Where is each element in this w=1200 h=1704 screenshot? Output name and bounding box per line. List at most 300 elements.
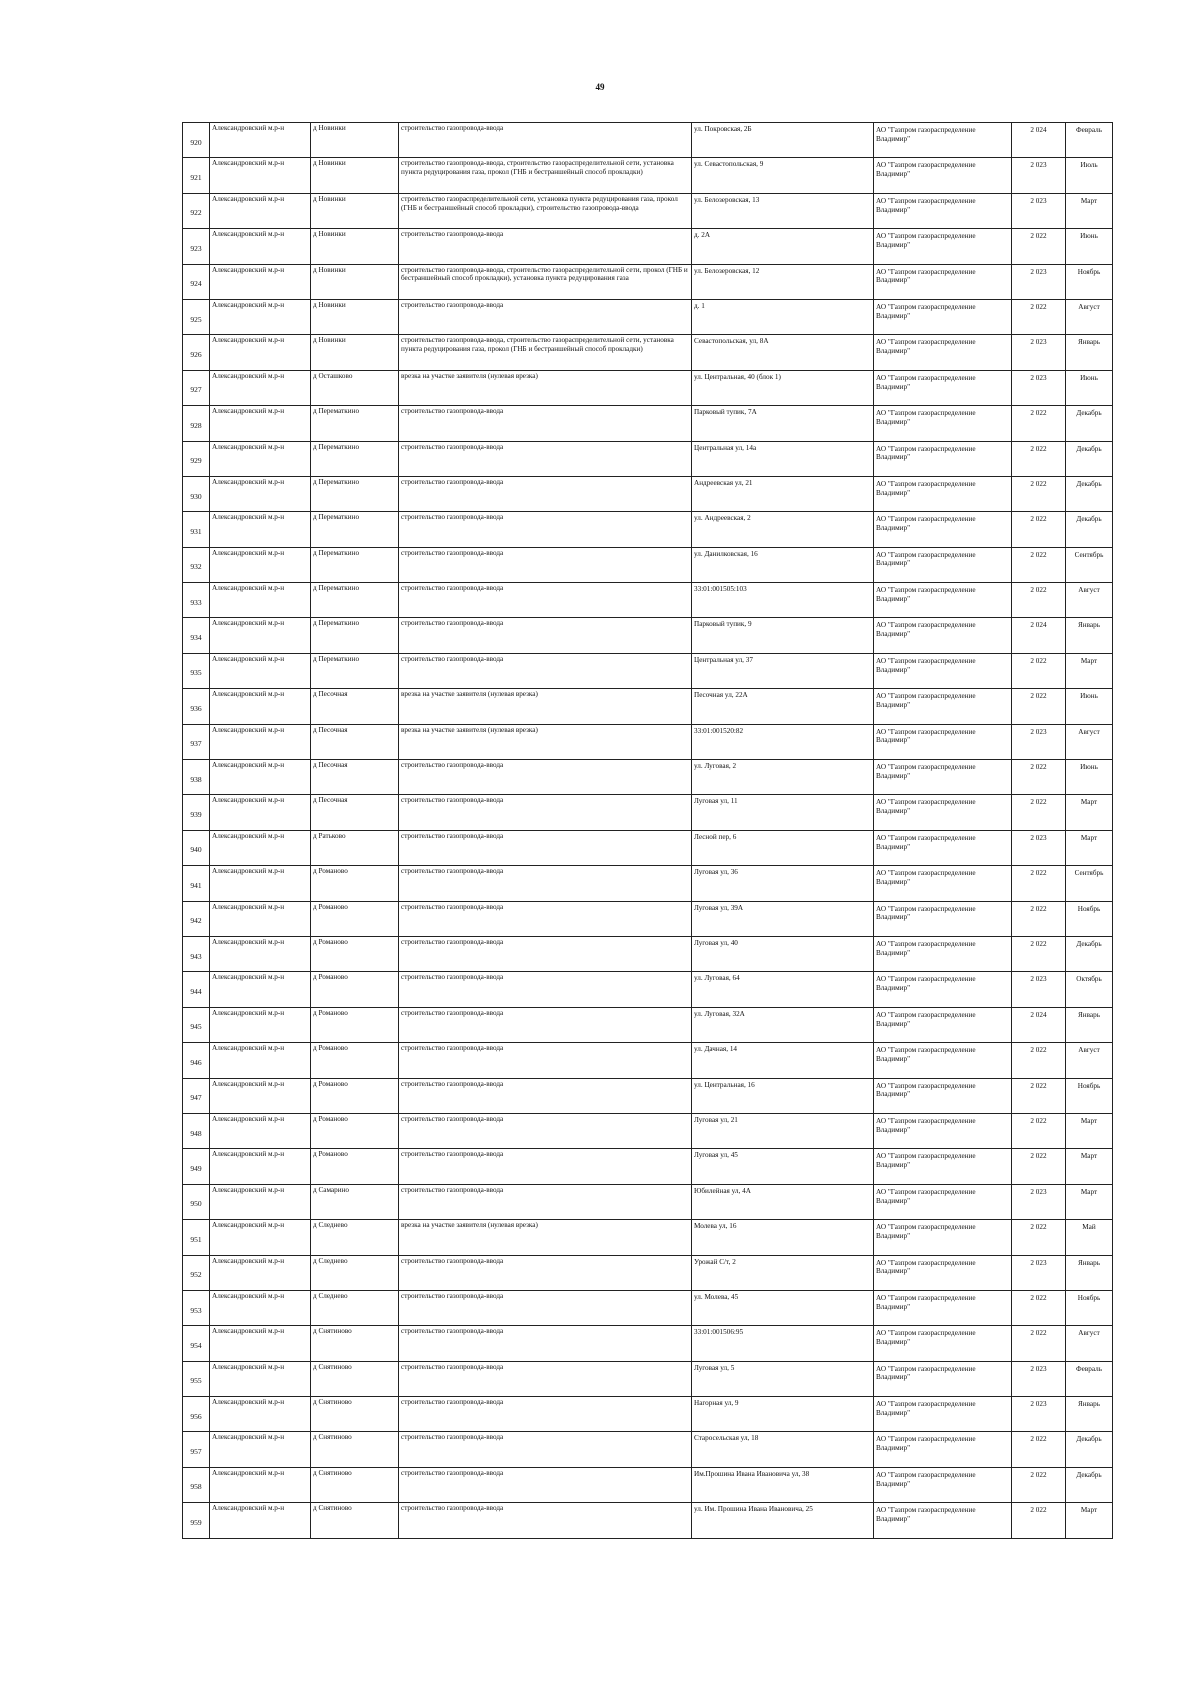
locality-cell: д Следнево: [311, 1220, 399, 1255]
locality-cell: д Перематкино: [311, 441, 399, 476]
locality-cell: д Романово: [311, 1043, 399, 1078]
organization-cell: АО "Газпром газораспределение Владимир": [874, 1503, 1012, 1538]
table-row: [183, 158, 1113, 193]
locality-cell: д Снятиново: [311, 1432, 399, 1467]
year-cell: 2 023: [1012, 370, 1066, 405]
organization-cell: АО "Газпром газораспределение Владимир": [874, 1220, 1012, 1255]
work-type-cell: строительство газопровода-ввода: [399, 1113, 692, 1148]
table-row: [183, 1432, 1113, 1467]
locality-cell: д Самарино: [311, 1184, 399, 1219]
month-cell: Ноябрь: [1066, 1290, 1113, 1325]
month-cell: Июнь: [1066, 370, 1113, 405]
month-cell: Январь: [1066, 618, 1113, 653]
district-cell: Александровский м.р-н: [210, 1397, 311, 1432]
locality-cell: д Романово: [311, 1149, 399, 1184]
month-cell: Январь: [1066, 1007, 1113, 1042]
year-cell: 2 022: [1012, 760, 1066, 795]
locality-cell: д Песочная: [311, 760, 399, 795]
page-number: 49: [595, 82, 605, 92]
work-type-cell: строительство газопровода-ввода: [399, 972, 692, 1007]
organization-cell: АО "Газпром газораспределение Владимир": [874, 1397, 1012, 1432]
year-cell: 2 022: [1012, 1326, 1066, 1361]
address-cell: Луговая ул, 21: [692, 1113, 874, 1148]
district-cell: Александровский м.р-н: [210, 193, 311, 228]
district-cell: Александровский м.р-н: [210, 1113, 311, 1148]
table-row: [183, 618, 1113, 653]
organization-cell: АО "Газпром газораспределение Владимир": [874, 1078, 1012, 1113]
table-row: [183, 1078, 1113, 1113]
address-cell: ул. Луговая, 32А: [692, 1007, 874, 1042]
table-row: [183, 1255, 1113, 1290]
work-type-cell: врезка на участке заявителя (нулевая врезка): [399, 370, 692, 405]
district-cell: Александровский м.р-н: [210, 441, 311, 476]
table-row: [183, 724, 1113, 759]
organization-cell: АО "Газпром газораспределение Владимир": [874, 264, 1012, 299]
table-row: [183, 1326, 1113, 1361]
month-cell: Март: [1066, 1149, 1113, 1184]
organization-cell: АО "Газпром газораспределение Владимир": [874, 795, 1012, 830]
row-number: 943: [183, 936, 210, 971]
table-row: [183, 370, 1113, 405]
year-cell: 2 022: [1012, 866, 1066, 901]
table-row: [183, 830, 1113, 865]
locality-cell: д Снятиново: [311, 1503, 399, 1538]
month-cell: Декабрь: [1066, 1467, 1113, 1502]
address-cell: Юбилейная ул, 4А: [692, 1184, 874, 1219]
year-cell: 2 022: [1012, 441, 1066, 476]
address-cell: Парковый тупик, 7А: [692, 406, 874, 441]
locality-cell: д Новинки: [311, 193, 399, 228]
row-number: 920: [183, 123, 210, 158]
month-cell: Август: [1066, 724, 1113, 759]
district-cell: Александровский м.р-н: [210, 158, 311, 193]
locality-cell: д Ратьково: [311, 830, 399, 865]
month-cell: Ноябрь: [1066, 264, 1113, 299]
locality-cell: д Перематкино: [311, 583, 399, 618]
organization-cell: АО "Газпром газораспределение Владимир": [874, 1432, 1012, 1467]
table-row: [183, 972, 1113, 1007]
address-cell: ул. Луговая, 2: [692, 760, 874, 795]
work-type-cell: строительство газопровода-ввода: [399, 1255, 692, 1290]
address-cell: Центральная ул, 14а: [692, 441, 874, 476]
organization-cell: АО "Газпром газораспределение Владимир": [874, 1113, 1012, 1148]
work-type-cell: строительство газопровода-ввода: [399, 512, 692, 547]
address-cell: ул. Центральная, 16: [692, 1078, 874, 1113]
year-cell: 2 022: [1012, 299, 1066, 334]
address-cell: ул. Дачная, 14: [692, 1043, 874, 1078]
district-cell: Александровский м.р-н: [210, 795, 311, 830]
locality-cell: д Новинки: [311, 264, 399, 299]
locality-cell: д Романово: [311, 901, 399, 936]
month-cell: Март: [1066, 193, 1113, 228]
district-cell: Александровский м.р-н: [210, 1361, 311, 1396]
locality-cell: д Осташково: [311, 370, 399, 405]
organization-cell: АО "Газпром газораспределение Владимир": [874, 618, 1012, 653]
month-cell: Декабрь: [1066, 406, 1113, 441]
table-row: [183, 264, 1113, 299]
year-cell: 2 024: [1012, 123, 1066, 158]
row-number: 935: [183, 653, 210, 688]
address-cell: д. 2А: [692, 229, 874, 264]
district-cell: Александровский м.р-н: [210, 1007, 311, 1042]
year-cell: 2 022: [1012, 795, 1066, 830]
district-cell: Александровский м.р-н: [210, 1255, 311, 1290]
row-number: 921: [183, 158, 210, 193]
locality-cell: д Новинки: [311, 335, 399, 370]
organization-cell: АО "Газпром газораспределение Владимир": [874, 653, 1012, 688]
row-number: 953: [183, 1290, 210, 1325]
year-cell: 2 022: [1012, 1149, 1066, 1184]
organization-cell: АО "Газпром газораспределение Владимир": [874, 972, 1012, 1007]
organization-cell: АО "Газпром газораспределение Владимир": [874, 512, 1012, 547]
row-number: 941: [183, 866, 210, 901]
address-cell: ул. Молева, 45: [692, 1290, 874, 1325]
locality-cell: д Новинки: [311, 158, 399, 193]
locality-cell: д Новинки: [311, 123, 399, 158]
month-cell: Август: [1066, 299, 1113, 334]
table-row: [183, 406, 1113, 441]
month-cell: Ноябрь: [1066, 1078, 1113, 1113]
work-type-cell: строительство газопровода-ввода: [399, 1361, 692, 1396]
locality-cell: д Романово: [311, 1113, 399, 1148]
month-cell: Март: [1066, 1184, 1113, 1219]
month-cell: Август: [1066, 1326, 1113, 1361]
year-cell: 2 022: [1012, 653, 1066, 688]
month-cell: Март: [1066, 1503, 1113, 1538]
table-row: [183, 1467, 1113, 1502]
table-row: [183, 689, 1113, 724]
row-number: 946: [183, 1043, 210, 1078]
month-cell: Декабрь: [1066, 512, 1113, 547]
organization-cell: АО "Газпром газораспределение Владимир": [874, 1467, 1012, 1502]
year-cell: 2 022: [1012, 547, 1066, 582]
district-cell: Александровский м.р-н: [210, 866, 311, 901]
work-type-cell: строительство газопровода-ввода: [399, 1503, 692, 1538]
address-cell: Луговая ул, 36: [692, 866, 874, 901]
year-cell: 2 022: [1012, 1467, 1066, 1502]
row-number: 930: [183, 476, 210, 511]
row-number: 950: [183, 1184, 210, 1219]
address-cell: 33:01:001520:82: [692, 724, 874, 759]
month-cell: Июль: [1066, 158, 1113, 193]
address-cell: ул. Им. Прошина Ивана Ивановича, 25: [692, 1503, 874, 1538]
year-cell: 2 022: [1012, 1290, 1066, 1325]
month-cell: Март: [1066, 653, 1113, 688]
work-type-cell: строительство газопровода-ввода: [399, 1149, 692, 1184]
locality-cell: д Снятиново: [311, 1397, 399, 1432]
address-cell: Луговая ул, 11: [692, 795, 874, 830]
district-cell: Александровский м.р-н: [210, 1184, 311, 1219]
row-number: 948: [183, 1113, 210, 1148]
work-type-cell: строительство газопровода-ввода: [399, 1184, 692, 1219]
work-type-cell: строительство газопровода-ввода: [399, 123, 692, 158]
locality-cell: д Новинки: [311, 299, 399, 334]
organization-cell: АО "Газпром газораспределение Владимир": [874, 1007, 1012, 1042]
row-number: 938: [183, 760, 210, 795]
work-type-cell: строительство газораспределительной сети, установка пункта редуцирования газа, прокол (ГНБ и бестраншейный способ прокладки), строительство газопровода-ввода: [399, 193, 692, 228]
address-cell: Луговая ул, 39А: [692, 901, 874, 936]
district-cell: Александровский м.р-н: [210, 1467, 311, 1502]
year-cell: 2 022: [1012, 1432, 1066, 1467]
row-number: 949: [183, 1149, 210, 1184]
district-cell: Александровский м.р-н: [210, 724, 311, 759]
year-cell: 2 023: [1012, 193, 1066, 228]
table-row: [183, 1007, 1113, 1042]
work-type-cell: строительство газопровода-ввода: [399, 547, 692, 582]
year-cell: 2 023: [1012, 1397, 1066, 1432]
locality-cell: д Романово: [311, 936, 399, 971]
month-cell: Декабрь: [1066, 476, 1113, 511]
year-cell: 2 022: [1012, 901, 1066, 936]
organization-cell: АО "Газпром газораспределение Владимир": [874, 583, 1012, 618]
year-cell: 2 022: [1012, 1220, 1066, 1255]
row-number: 932: [183, 547, 210, 582]
row-number: 954: [183, 1326, 210, 1361]
work-type-cell: строительство газопровода-ввода: [399, 1432, 692, 1467]
locality-cell: д Песочная: [311, 724, 399, 759]
address-cell: Старосельская ул, 18: [692, 1432, 874, 1467]
row-number: 926: [183, 335, 210, 370]
year-cell: 2 023: [1012, 1361, 1066, 1396]
locality-cell: д Следнево: [311, 1255, 399, 1290]
year-cell: 2 022: [1012, 476, 1066, 511]
year-cell: 2 022: [1012, 1078, 1066, 1113]
locality-cell: д Романово: [311, 1007, 399, 1042]
row-number: 929: [183, 441, 210, 476]
district-cell: Александровский м.р-н: [210, 901, 311, 936]
work-type-cell: строительство газопровода-ввода: [399, 653, 692, 688]
month-cell: Декабрь: [1066, 936, 1113, 971]
organization-cell: АО "Газпром газораспределение Владимир": [874, 123, 1012, 158]
district-cell: Александровский м.р-н: [210, 583, 311, 618]
district-cell: Александровский м.р-н: [210, 1220, 311, 1255]
locality-cell: д Снятиново: [311, 1326, 399, 1361]
year-cell: 2 022: [1012, 583, 1066, 618]
row-number: 931: [183, 512, 210, 547]
work-type-cell: строительство газопровода-ввода: [399, 1007, 692, 1042]
year-cell: 2 023: [1012, 158, 1066, 193]
year-cell: 2 022: [1012, 406, 1066, 441]
table-row: [183, 335, 1113, 370]
row-number: 933: [183, 583, 210, 618]
organization-cell: АО "Газпром газораспределение Владимир": [874, 936, 1012, 971]
year-cell: 2 022: [1012, 1113, 1066, 1148]
table-row: [183, 1503, 1113, 1538]
work-type-cell: врезка на участке заявителя (нулевая врезка): [399, 724, 692, 759]
work-type-cell: строительство газопровода-ввода: [399, 795, 692, 830]
year-cell: 2 022: [1012, 936, 1066, 971]
organization-cell: АО "Газпром газораспределение Владимир": [874, 370, 1012, 405]
table-row: [183, 901, 1113, 936]
table-row: [183, 583, 1113, 618]
district-cell: Александровский м.р-н: [210, 1149, 311, 1184]
organization-cell: АО "Газпром газораспределение Владимир": [874, 1255, 1012, 1290]
work-type-cell: строительство газопровода-ввода: [399, 618, 692, 653]
table-row: [183, 1397, 1113, 1432]
month-cell: Январь: [1066, 335, 1113, 370]
organization-cell: АО "Газпром газораспределение Владимир": [874, 476, 1012, 511]
year-cell: 2 023: [1012, 972, 1066, 1007]
year-cell: 2 022: [1012, 1043, 1066, 1078]
table-row: [183, 1043, 1113, 1078]
work-type-cell: строительство газопровода-ввода: [399, 1397, 692, 1432]
year-cell: 2 022: [1012, 512, 1066, 547]
month-cell: Август: [1066, 1043, 1113, 1078]
locality-cell: д Следнево: [311, 1290, 399, 1325]
district-cell: Александровский м.р-н: [210, 123, 311, 158]
district-cell: Александровский м.р-н: [210, 229, 311, 264]
locality-cell: д Снятиново: [311, 1361, 399, 1396]
table-row: [183, 299, 1113, 334]
row-number: 927: [183, 370, 210, 405]
locality-cell: д Песочная: [311, 689, 399, 724]
work-type-cell: строительство газопровода-ввода: [399, 760, 692, 795]
row-number: 939: [183, 795, 210, 830]
work-type-cell: строительство газопровода-ввода: [399, 229, 692, 264]
district-cell: Александровский м.р-н: [210, 1326, 311, 1361]
work-type-cell: строительство газопровода-ввода: [399, 936, 692, 971]
row-number: 959: [183, 1503, 210, 1538]
address-cell: 33:01:001506:95: [692, 1326, 874, 1361]
address-cell: Им.Прошина Ивана Ивановича ул, 38: [692, 1467, 874, 1502]
table-row: [183, 123, 1113, 158]
month-cell: Июнь: [1066, 689, 1113, 724]
organization-cell: АО "Газпром газораспределение Владимир": [874, 406, 1012, 441]
address-cell: ул. Белозеровская, 12: [692, 264, 874, 299]
address-cell: Андреевская ул, 21: [692, 476, 874, 511]
district-cell: Александровский м.р-н: [210, 335, 311, 370]
organization-cell: АО "Газпром газораспределение Владимир": [874, 1043, 1012, 1078]
table-row: [183, 476, 1113, 511]
address-cell: Луговая ул, 45: [692, 1149, 874, 1184]
table-row: [183, 1220, 1113, 1255]
address-cell: ул. Андреевская, 2: [692, 512, 874, 547]
address-cell: Парковый тупик, 9: [692, 618, 874, 653]
row-number: 951: [183, 1220, 210, 1255]
organization-cell: АО "Газпром газораспределение Владимир": [874, 1361, 1012, 1396]
month-cell: Сентябрь: [1066, 866, 1113, 901]
row-number: 922: [183, 193, 210, 228]
organization-cell: АО "Газпром газораспределение Владимир": [874, 441, 1012, 476]
row-number: 936: [183, 689, 210, 724]
locality-cell: д Песочная: [311, 795, 399, 830]
organization-cell: АО "Газпром газораспределение Владимир": [874, 689, 1012, 724]
address-cell: ул. Луговая, 64: [692, 972, 874, 1007]
work-type-cell: строительство газопровода-ввода: [399, 1467, 692, 1502]
organization-cell: АО "Газпром газораспределение Владимир": [874, 158, 1012, 193]
locality-cell: д Перематкино: [311, 476, 399, 511]
row-number: 942: [183, 901, 210, 936]
address-cell: ул. Центральная, 40 (блок 1): [692, 370, 874, 405]
row-number: 952: [183, 1255, 210, 1290]
year-cell: 2 023: [1012, 1184, 1066, 1219]
month-cell: Декабрь: [1066, 1432, 1113, 1467]
row-number: 923: [183, 229, 210, 264]
organization-cell: АО "Газпром газораспределение Владимир": [874, 1149, 1012, 1184]
month-cell: Май: [1066, 1220, 1113, 1255]
table-row: [183, 1184, 1113, 1219]
organization-cell: АО "Газпром газораспределение Владимир": [874, 193, 1012, 228]
table-row: [183, 1290, 1113, 1325]
organization-cell: АО "Газпром газораспределение Владимир": [874, 830, 1012, 865]
locality-cell: д Перематкино: [311, 512, 399, 547]
district-cell: Александровский м.р-н: [210, 264, 311, 299]
address-cell: Песочная ул, 22А: [692, 689, 874, 724]
table-row: [183, 795, 1113, 830]
district-cell: Александровский м.р-н: [210, 1432, 311, 1467]
organization-cell: АО "Газпром газораспределение Владимир": [874, 901, 1012, 936]
locality-cell: д Перематкино: [311, 618, 399, 653]
organization-cell: АО "Газпром газораспределение Владимир": [874, 724, 1012, 759]
address-cell: Лесной пер, 6: [692, 830, 874, 865]
address-cell: 33:01:001505:103: [692, 583, 874, 618]
district-cell: Александровский м.р-н: [210, 618, 311, 653]
work-type-cell: строительство газопровода-ввода: [399, 299, 692, 334]
district-cell: Александровский м.р-н: [210, 972, 311, 1007]
row-number: 944: [183, 972, 210, 1007]
organization-cell: АО "Газпром газораспределение Владимир": [874, 760, 1012, 795]
year-cell: 2 023: [1012, 264, 1066, 299]
table-row: [183, 866, 1113, 901]
address-cell: д. 1: [692, 299, 874, 334]
organization-cell: АО "Газпром газораспределение Владимир": [874, 229, 1012, 264]
row-number: 937: [183, 724, 210, 759]
table-row: [183, 760, 1113, 795]
table-row: [183, 1361, 1113, 1396]
organization-cell: АО "Газпром газораспределение Владимир": [874, 547, 1012, 582]
address-cell: Луговая ул, 5: [692, 1361, 874, 1396]
table-row: [183, 512, 1113, 547]
locality-cell: д Перематкино: [311, 406, 399, 441]
table-row: [183, 1149, 1113, 1184]
address-cell: Луговая ул, 40: [692, 936, 874, 971]
district-cell: Александровский м.р-н: [210, 830, 311, 865]
month-cell: Декабрь: [1066, 441, 1113, 476]
work-type-cell: строительство газопровода-ввода: [399, 901, 692, 936]
month-cell: Март: [1066, 795, 1113, 830]
table-row: [183, 936, 1113, 971]
district-cell: Александровский м.р-н: [210, 760, 311, 795]
address-cell: ул. Белозеровская, 13: [692, 193, 874, 228]
address-cell: ул. Покровская, 2Б: [692, 123, 874, 158]
district-cell: Александровский м.р-н: [210, 512, 311, 547]
work-type-cell: строительство газопровода-ввода: [399, 866, 692, 901]
district-cell: Александровский м.р-н: [210, 299, 311, 334]
year-cell: 2 023: [1012, 1255, 1066, 1290]
work-type-cell: врезка на участке заявителя (нулевая врезка): [399, 1220, 692, 1255]
year-cell: 2 022: [1012, 1503, 1066, 1538]
month-cell: Февраль: [1066, 1361, 1113, 1396]
work-type-cell: строительство газопровода-ввода, строительство газораспределительной сети, установка пункта редуцирования газа, прокол (ГНБ и бестраншейный способ прокладки): [399, 335, 692, 370]
year-cell: 2 022: [1012, 689, 1066, 724]
year-cell: 2 024: [1012, 618, 1066, 653]
district-cell: Александровский м.р-н: [210, 406, 311, 441]
organization-cell: АО "Газпром газораспределение Владимир": [874, 866, 1012, 901]
address-cell: Молева ул, 16: [692, 1220, 874, 1255]
row-number: 945: [183, 1007, 210, 1042]
work-type-cell: строительство газопровода-ввода: [399, 441, 692, 476]
month-cell: Август: [1066, 583, 1113, 618]
organization-cell: АО "Газпром газораспределение Владимир": [874, 335, 1012, 370]
row-number: 934: [183, 618, 210, 653]
table-row: [183, 653, 1113, 688]
locality-cell: д Перематкино: [311, 547, 399, 582]
work-type-cell: строительство газопровода-ввода, строительство газораспределительной сети, установка пункта редуцирования газа, прокол (ГНБ и бестраншейный способ прокладки): [399, 158, 692, 193]
locality-cell: д Перематкино: [311, 653, 399, 688]
month-cell: Март: [1066, 830, 1113, 865]
table-row: [183, 229, 1113, 264]
row-number: 940: [183, 830, 210, 865]
